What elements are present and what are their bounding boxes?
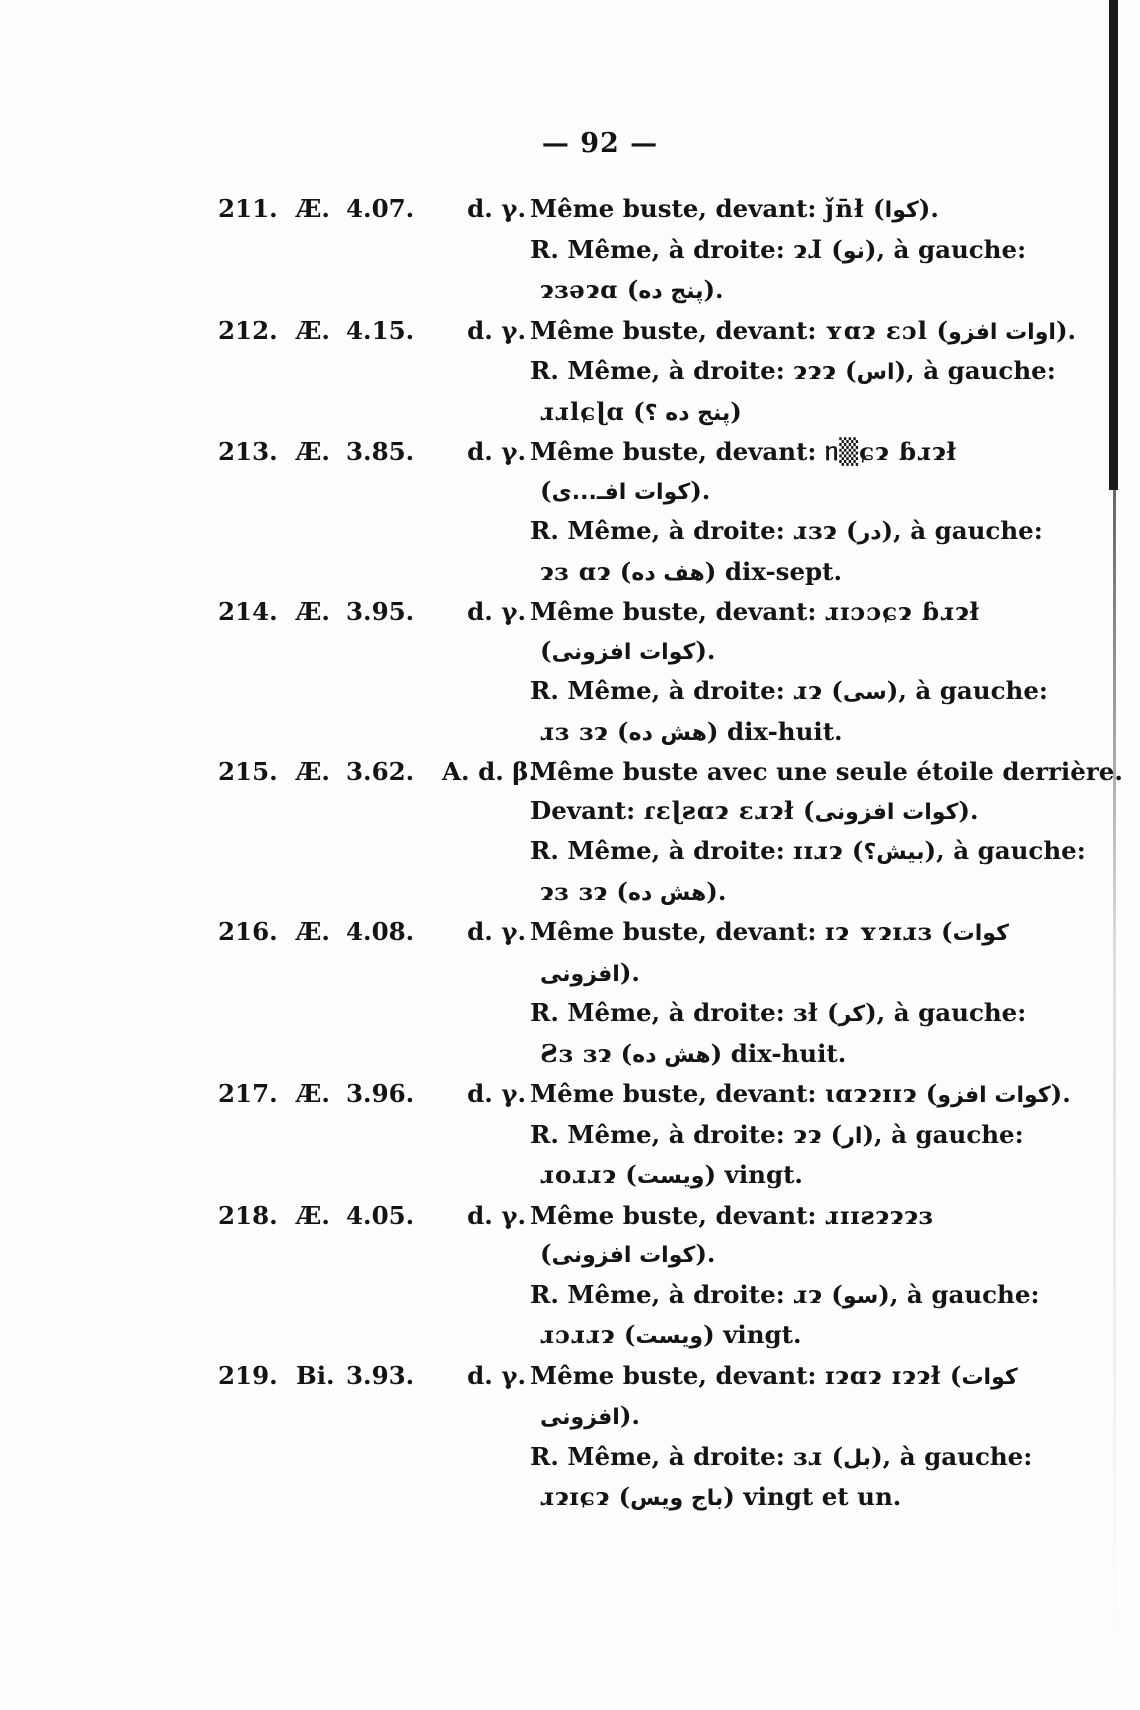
arabic-transcription: ويست — [635, 1324, 704, 1349]
line-text: ( — [818, 998, 839, 1027]
line-text: ( — [616, 1160, 637, 1189]
line-text: ) dix-huit. — [710, 1038, 847, 1068]
catalogue-entry — [218, 190, 1027, 312]
line-text: ). — [690, 475, 711, 505]
line-text: R. Même, à droite: — [530, 676, 794, 705]
pahlavi-legend: ɂɜ ɜɂ — [540, 876, 608, 906]
arabic-transcription: هش ده — [628, 720, 707, 746]
description-line — [530, 190, 1013, 231]
pahlavi-legend: ɜɹ — [793, 1441, 824, 1471]
description-line — [530, 352, 1056, 393]
line-text: Même buste, devant: — [530, 1200, 825, 1230]
arabic-transcription: ويست — [636, 1164, 705, 1189]
entry-header — [218, 913, 528, 951]
line-text: ( — [822, 1279, 843, 1309]
description-line — [530, 512, 1043, 553]
catalogue-entry — [218, 433, 1043, 593]
line-text: Même buste, devant: — [530, 315, 825, 345]
line-text: ( — [611, 556, 632, 586]
entry-number: 214. — [218, 597, 278, 626]
line-text: ). — [1050, 1079, 1071, 1108]
arabic-transcription: كوات افزونى — [551, 639, 696, 665]
line-text: ) — [730, 396, 742, 426]
coin-catalogue-entries — [218, 190, 1123, 1519]
entry-header — [218, 1357, 528, 1395]
entry-number: 218. — [218, 1200, 278, 1230]
description-line — [530, 994, 1027, 1035]
line-text: ( — [624, 396, 645, 426]
line-text: R. Même, à droite: — [530, 1441, 794, 1471]
arabic-transcription: كوا — [884, 198, 919, 223]
arabic-transcription: ار — [842, 1123, 863, 1149]
description-line — [530, 1316, 1013, 1357]
pahlavi-legend: ɩɑɂɂɪɪɂ — [824, 1079, 918, 1108]
entry-weight: 4.15. — [346, 315, 415, 345]
arabic-transcription: پنج ده ؟ — [644, 400, 731, 426]
pahlavi-legend: ɹɹlɕɭɑ — [540, 396, 625, 426]
arabic-transcription: افزونى — [540, 961, 620, 987]
pahlavi-legend: ɹɂ — [793, 676, 823, 705]
catalogue-entry — [218, 1357, 1033, 1519]
pahlavi-legend: ɹoɹɹɂ — [540, 1160, 617, 1189]
pahlavi-legend: ɂɺ — [793, 234, 823, 264]
line-text: ( — [836, 356, 857, 385]
line-text: ) vingt. — [703, 1320, 802, 1349]
line-text: ). — [918, 194, 939, 223]
description-line — [530, 1116, 1024, 1157]
pahlavi-legend: ɹɪɪƨɂɂɂɜ — [824, 1200, 934, 1230]
entry-metal: Æ. — [296, 437, 330, 466]
line-text: ). — [1055, 315, 1077, 345]
entry-grade: d. γ. — [467, 917, 526, 946]
entry-metal: Æ. — [296, 917, 330, 946]
entry-header — [218, 1197, 528, 1235]
description-line — [530, 713, 1013, 754]
pahlavi-legend: Ƨɜ ɜɂ — [540, 1038, 613, 1068]
arabic-transcription: اوات افزو — [948, 319, 1056, 345]
entry-weight: 3.96. — [346, 1079, 415, 1108]
arabic-transcription: كر — [838, 1002, 866, 1027]
entry-number: 212. — [218, 315, 278, 345]
description-line — [530, 873, 1013, 914]
description-line — [530, 792, 1013, 833]
entry-grade: d. γ. — [467, 1079, 526, 1108]
line-text: ). — [695, 1239, 716, 1268]
catalogue-entry — [218, 1075, 1071, 1197]
description-line — [530, 231, 1027, 272]
description-line — [530, 1197, 1013, 1236]
entry-description — [530, 1357, 1033, 1519]
entry-grade: A. d. β. — [442, 757, 538, 786]
pahlavi-legend: ɹɂ — [793, 1279, 823, 1309]
pahlavi-legend: ᥒ▒ɕɂ ɓɹɂł — [824, 437, 957, 466]
line-text: ), à gauche: — [878, 1279, 1040, 1309]
catalogue-entry — [218, 1197, 1040, 1357]
entry-grade: d. γ. — [467, 315, 526, 345]
description-line — [530, 1357, 1018, 1398]
pahlavi-legend: ʏɑɂ ɛɔl — [824, 315, 928, 345]
line-text: ( — [941, 1360, 962, 1390]
entry-metal: Æ. — [296, 315, 330, 345]
line-text: ( — [837, 516, 858, 545]
arabic-transcription: بل — [843, 1445, 872, 1471]
entry-weight: 3.85. — [346, 437, 415, 466]
arabic-transcription: كوات افزونى — [551, 1243, 696, 1268]
line-text: Même buste, devant: — [530, 437, 825, 466]
description-line — [530, 1075, 1071, 1116]
line-text: ( — [618, 275, 639, 304]
entry-weight: 4.05. — [346, 1200, 415, 1230]
arabic-transcription: هش ده — [632, 1042, 711, 1068]
pahlavi-legend: ɜł — [793, 998, 819, 1027]
line-text: ), à gauche: — [886, 676, 1048, 705]
line-text: R. Même, à droite: — [530, 356, 794, 385]
line-text: ), à gauche: — [881, 516, 1043, 545]
line-text: ( — [540, 1239, 552, 1268]
line-text: ), à gauche: — [871, 1441, 1033, 1471]
entry-header — [218, 433, 528, 471]
line-text: Même buste, devant: — [530, 1079, 825, 1108]
pahlavi-legend: ɹɜɂ — [793, 516, 838, 545]
entry-metal: Æ. — [296, 1200, 330, 1230]
arabic-transcription: در — [857, 520, 882, 545]
line-text: ) dix-huit. — [706, 716, 843, 746]
line-text: R. Même, à droite: — [530, 1119, 794, 1149]
pahlavi-legend: ɹɜ ɜɂ — [540, 716, 609, 746]
entry-number: 215. — [218, 757, 278, 786]
pahlavi-legend: ɹɪɔɔɕɂ ɓɹɂł — [824, 597, 980, 626]
arabic-transcription: هف ده — [631, 560, 705, 586]
line-text: ( — [540, 635, 552, 665]
page-edge-bar — [1109, 0, 1118, 490]
arabic-transcription: كوات — [961, 1364, 1018, 1390]
entry-metal: Æ. — [296, 757, 330, 786]
pahlavi-legend: ɂɂɂ — [793, 356, 837, 385]
entry-number: 219. — [218, 1360, 278, 1390]
page-number: — 92 — — [541, 128, 659, 159]
line-text: ) vingt. — [704, 1160, 803, 1189]
description-line — [530, 1156, 1013, 1197]
entry-description — [530, 433, 1043, 593]
entry-header — [218, 190, 528, 228]
line-text: ). — [695, 635, 716, 665]
line-text: ( — [917, 1079, 938, 1108]
description-line — [530, 832, 1086, 873]
line-text: ( — [607, 876, 628, 906]
line-text: ). — [706, 876, 727, 906]
description-line — [530, 632, 1013, 673]
description-line — [530, 913, 1013, 954]
line-text: Devant: — [530, 795, 644, 825]
arabic-transcription: افزونى — [540, 1405, 620, 1430]
arabic-transcription: كوات افزونى — [814, 799, 959, 825]
entry-metal: Æ. — [296, 597, 330, 626]
page-edge-shadow — [1113, 490, 1116, 1640]
line-text: R. Même, à droite: — [530, 836, 794, 865]
line-text: R. Même, à droite: — [530, 516, 794, 545]
catalogue-entry — [218, 312, 1077, 434]
entry-description — [530, 913, 1027, 1075]
line-text: ( — [610, 1482, 631, 1511]
line-text: Même buste, devant: — [530, 597, 825, 626]
line-text: ). — [703, 275, 724, 304]
catalogue-entry — [218, 913, 1027, 1075]
entry-description — [530, 753, 1123, 913]
entry-number: 217. — [218, 1079, 278, 1108]
line-text: ). — [619, 1401, 640, 1430]
entry-weight: 4.07. — [346, 194, 415, 223]
line-text: ), à gauche: — [924, 836, 1086, 865]
arabic-transcription: هش ده — [628, 880, 707, 906]
description-line — [530, 1035, 1013, 1076]
line-text: ( — [843, 836, 864, 865]
line-text: ( — [608, 716, 629, 746]
entry-weight: 4.08. — [346, 917, 415, 946]
line-text: R. Même, à droite: — [530, 1279, 794, 1309]
line-text: Même buste avec une seule étoile derrière. — [530, 757, 1123, 786]
description-line — [530, 271, 1013, 312]
entry-weight: 3.93. — [346, 1360, 415, 1390]
pahlavi-legend: ɂɜ ɑɂ — [540, 556, 612, 586]
description-line — [530, 672, 1048, 713]
description-line — [530, 1478, 1013, 1519]
line-text: ( — [864, 194, 885, 223]
line-text: ) vingt et un. — [723, 1482, 902, 1511]
line-text: ), à gauche: — [894, 356, 1056, 385]
line-text: Même buste, devant: — [530, 1360, 825, 1390]
pahlavi-legend: ɪɂɑɂ ɪɂɂł — [824, 1360, 942, 1390]
entry-metal: Æ. — [296, 1079, 330, 1108]
entry-metal: Æ. — [296, 194, 330, 223]
line-text: ) dix-sept. — [704, 556, 843, 586]
entry-metal: Bi. — [296, 1360, 335, 1390]
entry-grade: d. γ. — [467, 194, 526, 223]
pahlavi-legend: ɹɔɹɹɂ — [540, 1320, 616, 1349]
entry-header — [218, 753, 538, 791]
description-line — [530, 1276, 1040, 1317]
line-text: R. Même, à droite: — [530, 998, 794, 1027]
line-text: ( — [615, 1320, 636, 1349]
entry-grade: d. γ. — [467, 437, 526, 466]
line-text: ( — [822, 234, 843, 264]
pahlavi-legend: ɪɂ ʏɂɪɹɜ — [824, 917, 933, 946]
catalogue-entry — [218, 593, 1048, 753]
description-line — [530, 1235, 1013, 1276]
entry-description — [530, 1075, 1071, 1197]
line-text: Même buste, devant: — [530, 194, 825, 223]
entry-description — [530, 593, 1048, 753]
line-text: ( — [612, 1038, 633, 1068]
entry-description — [530, 190, 1027, 312]
line-text: ( — [932, 917, 953, 946]
line-text: ( — [927, 315, 949, 345]
line-text: R. Même, à droite: — [530, 234, 794, 264]
line-text: ), à gauche: — [862, 1119, 1024, 1149]
line-text: ( — [540, 475, 552, 505]
description-line — [530, 472, 1013, 513]
arabic-transcription: اس — [856, 360, 895, 385]
entry-number: 213. — [218, 437, 278, 466]
entry-grade: d. γ. — [467, 1360, 526, 1390]
entry-number: 216. — [218, 917, 278, 946]
catalogue-entry — [218, 753, 1123, 913]
line-text: ( — [794, 795, 815, 825]
entry-header — [218, 1075, 528, 1113]
entry-description — [530, 1197, 1040, 1357]
entry-header — [218, 312, 528, 350]
entry-weight: 3.95. — [346, 597, 415, 626]
line-text: ( — [823, 1441, 844, 1471]
description-line — [530, 553, 1013, 594]
pahlavi-legend: ɪɪɹɂ — [793, 836, 844, 865]
description-line — [530, 393, 1013, 434]
entry-number: 211. — [218, 194, 278, 223]
description-line — [530, 1397, 1013, 1438]
entry-grade: d. γ. — [467, 1200, 526, 1230]
pahlavi-legend: ɂɂ — [793, 1119, 823, 1149]
arabic-transcription: باج ويس — [630, 1486, 724, 1511]
arabic-transcription: كوات افزو — [937, 1083, 1051, 1108]
arabic-transcription: پنج ده — [638, 279, 704, 304]
entry-header — [218, 593, 528, 631]
line-text: ), à gauche: — [865, 998, 1027, 1027]
pahlavi-legend: ɾɛɭƨɑɂ ɛɹɂł — [643, 795, 795, 825]
pahlavi-legend: ɹɂɪɕɂ — [540, 1482, 611, 1511]
pahlavi-legend: ǰn̄ł — [824, 194, 865, 223]
arabic-transcription: كوات افـ...ى — [551, 479, 691, 505]
line-text: ( — [822, 1119, 843, 1149]
description-line — [530, 593, 1013, 632]
entry-grade: d. γ. — [467, 597, 526, 626]
arabic-transcription: بيش؟ — [863, 840, 925, 865]
description-line — [530, 312, 1077, 353]
arabic-transcription: سى — [842, 680, 887, 705]
description-line — [530, 1438, 1033, 1479]
entry-weight: 3.62. — [346, 757, 415, 786]
arabic-transcription: نو — [842, 238, 865, 264]
description-line — [530, 433, 1013, 472]
line-text: ), à gauche: — [864, 234, 1027, 264]
arabic-transcription: كوات — [952, 921, 1009, 946]
entry-description — [530, 312, 1077, 434]
line-text: ). — [619, 957, 640, 987]
description-line — [530, 954, 1013, 995]
line-text: ). — [958, 795, 979, 825]
description-line — [530, 753, 1123, 792]
line-text: Même buste, devant: — [530, 917, 825, 946]
line-text: ( — [822, 676, 843, 705]
arabic-transcription: سو — [842, 1283, 879, 1309]
pahlavi-legend: ɂɜǝɂɑ — [540, 275, 619, 304]
